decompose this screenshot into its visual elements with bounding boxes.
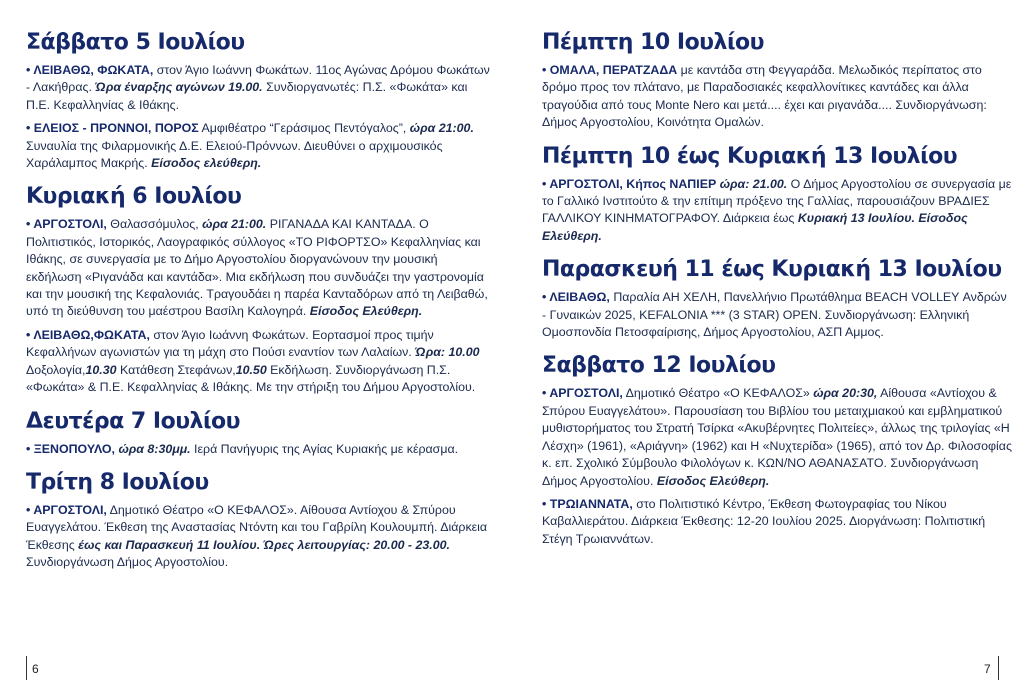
section-title: Πέμπτη 10 έως Κυριακή 13 Ιουλίου — [542, 143, 958, 169]
page-number-rule — [26, 656, 27, 680]
event-text: ΡΙΓΑΝΑΔΑ ΚΑΙ ΚΑΝΤΑΔΑ. Ο Πολιτιστικός, Ιστορικός, Λαογραφικός σύλλογος «ΤΟ ΡΙΦΟΡΤΣΟ» Κεφαλληνίας και Ιθάκης, σε συνεργασία με το Δήμο Αργοστολίου διοργανώνουν την μουσική εκδήλωση «Ριγανάδα και καντάδα». Μια εκδήλωση που συνδυάζει την γαστρονομία και την μουσική της Κεφαλονιάς. Τραγουδάει η παρέα Κανταδόρων από τη Λειβαθώ, υπό τη διεύθυνση του μαέστρου Βασίλη Καλογηρά. — [26, 217, 488, 319]
event-entry — [542, 385, 1012, 489]
section-title: Κυριακή 6 Ιουλίου — [26, 184, 242, 210]
event-location: • ΟΜΑΛΑ, ΠΕΡΑΤΖΑΔΑ — [542, 63, 678, 77]
page-number: 7 — [984, 662, 991, 676]
event-highlight: έως και Παρασκευή 11 Ιουλίου. — [78, 537, 261, 552]
event-entry — [26, 62, 494, 114]
event-text: Ιερά Πανήγυρις της Αγίας Κυριακής με κέρασμα. — [190, 441, 459, 456]
event-highlight: ώρα 21:00. — [202, 217, 267, 232]
event-location: • ΑΡΓΟΣΤΟΛΙ, — [26, 217, 107, 232]
event-location: • ΑΡΓΟΣΤΟΛΙ, Κήπος ΝΑΠΙΕΡ — [542, 176, 717, 191]
event-text: Ο Δήμος Αργοστολίου σε συνεργασία με το Γαλλικό Ινστιτούτο & την επίτιμη πρόξενο της Γαλλίας, παρουσιάζουν ΒΡΑΔΙΕΣ ΓΑΛΛΙΚΟΥ ΚΙΝΗΜΑΤΟΓΡΑΦΟΥ. Διάρκεια έως — [542, 176, 1012, 226]
event-highlight: ώρα 20:30, — [813, 386, 878, 401]
event-text: με καντάδα στη Φεγγαράδα. Μελωδικός περίπατος στο δρόμο προς τον πλάτανο, με Παραδοσιακές κεφαλλονίτικες καντάδες και άλλα τραγούδια από τους Monte Nero και μετά.... έχει και ριγανάδα.... Συνδιοργάνωση: Δήμος Αργοστολίου, Κοινότητα Ομαλών. — [542, 63, 987, 130]
event-text: Συνδιοργανωτές: Π.Σ. «Φωκάτα» και Π.Ε. Κεφαλληνίας & Ιθάκης. — [26, 80, 468, 112]
event-location: • ΞΕΝΟΠΟΥΛΟ, — [26, 441, 115, 456]
event-highlight: ώρα: 21.00. — [719, 176, 788, 191]
event-highlight: 10.30 — [85, 362, 117, 377]
event-text: στο Πολιτιστικό Κέντρο, Έκθεση Φωτογραφίας του Νίκου Καβαλλιεράτου. Διάρκεια Έκθεσης: 12-20 Ιουλίου 2025. Διοργάνωση: Πολιτιστική Στέγη Τρωιαννάτων. — [542, 496, 986, 546]
event-entry — [26, 216, 494, 320]
event-highlight: ώρα 21:00. — [409, 121, 474, 136]
event-text: Συνδιοργάνωση Δήμος Αργοστολίου. — [26, 555, 229, 570]
event-entry — [26, 441, 494, 458]
page-number: 6 — [32, 662, 39, 676]
event-highlight: Είσοδος ελεύθερη. — [151, 156, 262, 171]
section-title: Παρασκευή 11 έως Κυριακή 13 Ιουλίου — [542, 257, 1002, 283]
event-highlight: Είσοδος Ελεύθερη. — [309, 304, 423, 319]
page-number-rule — [998, 656, 999, 680]
event-location: • ΛΕΙΒΑΘΩ, — [542, 290, 610, 305]
section-title: Τρίτη 8 Ιουλίου — [26, 469, 209, 495]
event-text: Δοξολογία, — [26, 362, 86, 377]
event-location: • ΛΕΙΒΑΘΩ, ΦΩΚΑΤΑ, — [26, 63, 154, 77]
event-highlight: 10.50 — [235, 362, 267, 377]
event-entry — [542, 176, 1012, 246]
event-entry — [542, 62, 1012, 132]
event-location: • ΛΕΙΒΑΘΩ,ΦΩΚΑΤΑ, — [26, 327, 150, 342]
right-page — [512, 0, 1024, 682]
event-location: • ΑΡΓΟΣΤΟΛΙ, — [26, 502, 107, 517]
event-location: • ΤΡΩΙΑΝΝΑΤΑ, — [542, 496, 633, 511]
section-title: Σάββατο 5 Ιουλίου — [26, 30, 245, 55]
event-text: Παραλία ΑΗ ΧΕΛΗ, Πανελλήνιο Πρωτάθλημα BEACH VOLLEY Ανδρών - Γυναικών 2025, KEFALONIA *** (3 STAR) OPEN. Συνδιοργάνωση: Ελληνική Ομοσπονδία Πετοσφαίρισης, Δήμος Αργοστολίου, ΑΣΠ Αμμος. — [542, 290, 1007, 340]
event-text: Θαλασσόμυλος, — [106, 217, 203, 232]
event-text: στον Άγιο Ιωάννη Φωκάτων. Εορτασμοί προς τιμήν Κεφαλλήνων αγωνιστών για τη μάχη στο Πούσι εναντίον των Λαλαίων. — [26, 327, 434, 360]
section-title: Πέμπτη 10 Ιουλίου — [542, 30, 765, 55]
section-title: Δευτέρα 7 Ιουλίου — [26, 408, 241, 434]
event-entry — [542, 289, 1012, 341]
event-text: Δημοτικό Θέατρο «Ο ΚΕΦΑΛΟΣ». Αίθουσα Αντίοχου & Σπύρου Ευαγγελάτου. Έκθεση της Αναστασίας Ντόντη και του Γαβρίλη Κουλουμπή. Διάρκεια Έκθεσης — [26, 502, 488, 552]
event-highlight: Είσοδος Ελεύθερη. — [656, 473, 770, 488]
event-highlight: Ώρες λειτουργίας: 20.00 - 23.00. — [263, 537, 450, 552]
event-text: Αμφιθέατρο “Γεράσιμος Πεντόγαλος”, — [198, 121, 410, 136]
event-highlight: Ώρα έναρξης αγώνων 19.00. — [95, 80, 263, 95]
event-highlight: Ώρα: 10.00 — [415, 345, 480, 360]
event-text: Κατάθεση Στεφάνων, — [116, 362, 236, 377]
event-text: Δημοτικό Θέατρο «Ο ΚΕΦΑΛΟΣ» — [622, 386, 814, 401]
event-highlight: ώρα 8:30μμ. — [118, 441, 191, 456]
event-entry — [542, 496, 1012, 548]
left-column — [26, 30, 494, 578]
event-text: στον Άγιο Ιωάννη Φωκάτων. 11ος Αγώνας Δρόμου Φωκάτων - Λακήθρας. — [26, 63, 490, 95]
section-title: Σαββατο 12 Ιουλίου — [542, 353, 776, 379]
event-entry — [26, 502, 494, 572]
event-text: Αίθουσα «Αντίοχου & Σπύρου Ευαγγελάτου». Παρουσίαση του Βιβλίου του μεταιχμιακού και εμβληματικού μυθιστορήματος του Στρατή Τσίρκα «Ακυβέρνητες Πολιτείες», άλλως της τριλογίας «Η Λέσχη» (1961), «Αριάγνη» (1962) και Η «Νυχτερίδα» (1965), από τον Δρ. Φιλοσοφίας κ. επ. Σχολικό Σύμβουλο Φιλολόγων κ. ΚΩΝ/ΝΟ ΑΘΑΝΑΣΑΤΟ. Συνδιοργάνωση Δήμος Αργοστολίου. — [542, 386, 1012, 488]
event-entry — [26, 120, 494, 172]
event-entry — [26, 327, 494, 397]
event-highlight: Κυριακή 13 Ιουλίου. Είσοδος Ελεύθερη. — [542, 211, 968, 243]
event-location: • ΑΡΓΟΣΤΟΛΙ, — [542, 386, 623, 401]
right-column — [542, 30, 1012, 554]
event-text: Συναυλία της Φιλαρμονικής Δ.Ε. Ελειού-Πρόννων. Διευθύνει ο αρχιμουσικός Χαράλαμπος Μακρής. — [26, 138, 443, 171]
event-text: Εκδήλωση. Συνδιοργάνωση Π.Σ. «Φωκάτα» & Π.Ε. Κεφαλληνίας & Ιθάκης. Με την στήριξη του Δήμου Αργοστολίου. — [26, 362, 476, 395]
event-location: • ΕΛΕΙΟΣ - ΠΡΟΝΝΟΙ, ΠΟΡΟΣ — [26, 121, 199, 136]
